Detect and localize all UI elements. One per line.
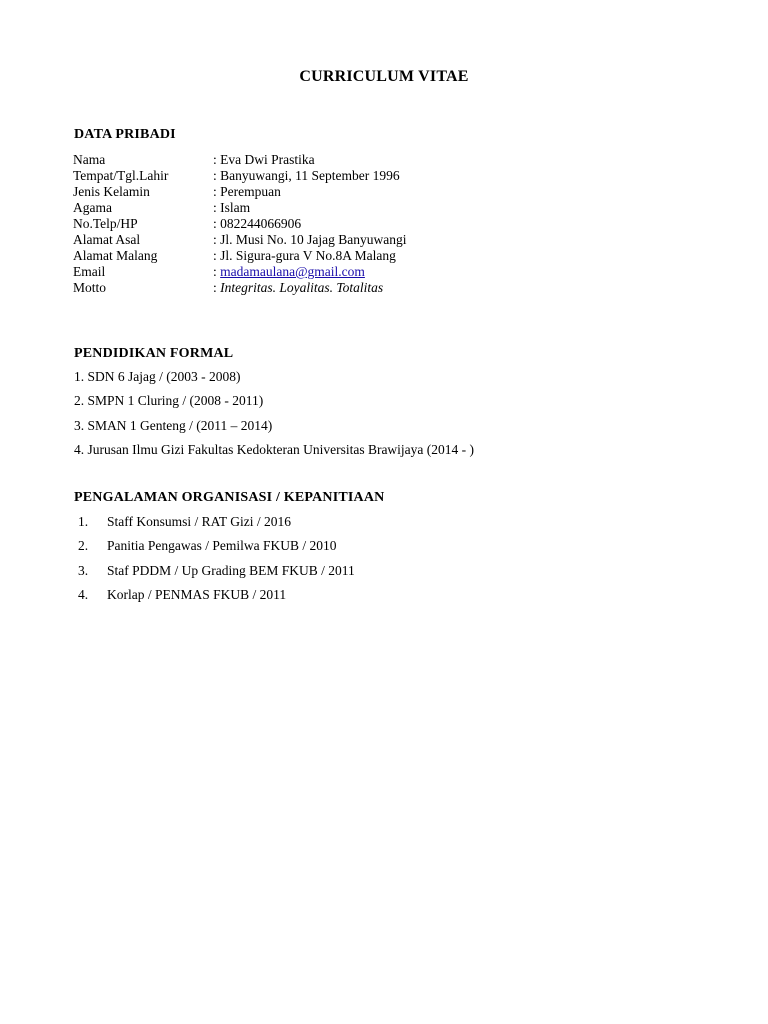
personal-label: Email: [73, 264, 106, 279]
personal-row-gender: [73, 184, 693, 200]
personal-value: : Jl. Sigura-gura V No.8A Malang: [213, 248, 396, 263]
personal-row-phone: [73, 216, 693, 232]
email-link[interactable]: madamaulana@gmail.com: [220, 264, 365, 279]
personal-data-table: [73, 152, 693, 296]
personal-label: Alamat Asal: [73, 232, 141, 247]
email-colon: :: [213, 264, 221, 279]
personal-label: Jenis Kelamin: [73, 184, 150, 199]
organization-item: [78, 537, 718, 561]
personal-row-religion: [73, 200, 693, 216]
organization-list: [78, 513, 718, 610]
personal-row-malang-address: [73, 248, 693, 264]
personal-data-heading: DATA PRIBADI: [74, 127, 176, 142]
personal-label: Agama: [73, 200, 112, 215]
education-list: [74, 368, 714, 465]
education-item: 1. SDN 6 Jajag / (2003 - 2008): [74, 369, 241, 384]
motto-text: Integritas. Loyalitas. Totalitas: [220, 280, 384, 295]
organization-item: [78, 513, 718, 537]
personal-row-motto: [73, 280, 693, 296]
personal-value: : Eva Dwi Prastika: [213, 152, 315, 167]
personal-label: No.Telp/HP: [73, 216, 138, 231]
personal-value: : 082244066906: [213, 216, 302, 231]
personal-label: Motto: [73, 280, 107, 295]
document-title: CURRICULUM VITAE: [299, 68, 469, 85]
organization-item-number: 2.: [78, 538, 89, 554]
organization-item-text: Staff Konsumsi / RAT Gizi / 2016: [107, 514, 292, 529]
personal-value: : Banyuwangi, 11 September 1996: [213, 168, 400, 183]
organization-item-text: Panitia Pengawas / Pemilwa FKUB / 2010: [107, 538, 337, 554]
personal-value-motto: [213, 280, 383, 296]
organization-item-text: Staf PDDM / Up Grading BEM FKUB / 2011: [107, 562, 355, 578]
personal-row-birth: [73, 168, 693, 184]
organization-heading: PENGALAMAN ORGANISASI / KEPANITIAAN: [74, 490, 385, 505]
personal-value: : Islam: [213, 200, 251, 215]
organization-item-number: 1.: [78, 514, 89, 529]
education-item: 2. SMPN 1 Cluring / (2008 - 2011): [74, 393, 264, 409]
personal-value: : Jl. Musi No. 10 Jajag Banyuwangi: [213, 232, 407, 247]
organization-item: [78, 586, 718, 610]
personal-row-name: [73, 152, 693, 168]
personal-value: : Perempuan: [213, 184, 281, 199]
organization-item-number: 3.: [78, 562, 89, 578]
personal-value-email: [213, 264, 365, 280]
personal-label: Nama: [73, 152, 106, 167]
education-item: 4. Jurusan Ilmu Gizi Fakultas Kedokteran Universitas Brawijaya (2014 - ): [74, 441, 475, 457]
motto-colon: :: [213, 280, 221, 295]
personal-label: Tempat/Tgl.Lahir: [73, 168, 169, 183]
personal-label: Alamat Malang: [73, 248, 158, 263]
organization-item-number: 4.: [78, 586, 89, 602]
education-item: 3. SMAN 1 Genteng / (2011 – 2014): [74, 417, 273, 433]
personal-row-email: [73, 264, 693, 280]
organization-item-text: Korlap / PENMAS FKUB / 2011: [107, 586, 287, 602]
education-heading: PENDIDIKAN FORMAL: [74, 346, 234, 361]
organization-item: [78, 562, 718, 586]
personal-row-home-address: [73, 232, 693, 248]
